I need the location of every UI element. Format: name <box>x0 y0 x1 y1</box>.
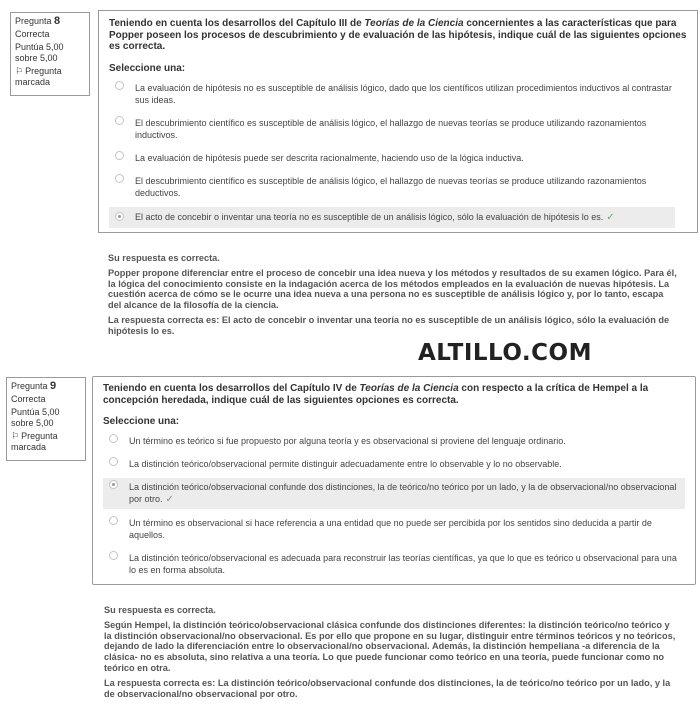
select-label: Seleccione una: <box>103 416 180 427</box>
answer-option[interactable]: Un término es observacional si hace referencia a una entidad que no puede ser percibida por los sentidos sino deducida a partir de aquellos. <box>103 514 685 544</box>
answer-option[interactable]: El descubrimiento científico es susceptible de análisis lógico, el hallazgo de nuevas teorías se produce utilizando razonamientos inductivos. <box>109 114 687 144</box>
question-box-9 <box>92 376 696 585</box>
radio-button-checked[interactable] <box>115 212 124 221</box>
radio-button[interactable] <box>115 151 124 160</box>
radio-button[interactable] <box>115 174 124 183</box>
answer-option[interactable]: La evaluación de hipótesis puede ser descrita racionalmente, haciendo uso de la lógica inductiva. <box>109 149 687 167</box>
radio-button[interactable] <box>109 434 118 443</box>
question-box-8 <box>98 10 698 233</box>
flag-question-button[interactable] <box>11 431 81 453</box>
feedback-title: Su respuesta es correcta. <box>104 605 216 615</box>
answer-option[interactable]: Un término es teórico si fue propuesto por alguna teoría y es observacional si proviene del lenguaje ordinario. <box>103 432 685 450</box>
flag-icon: ⚐ <box>11 431 20 441</box>
question-status: Correcta <box>11 394 46 404</box>
correct-check-icon: ✓ <box>165 494 174 505</box>
question-text: Teniendo en cuenta los desarrollos del Capítulo III de Teorías de la Ciencia concernientes a las características que para Popper poseen los procesos de descubrimiento y de evaluación de las hipótesis, indique cuál de las siguientes opciones es correcta. <box>109 18 687 52</box>
question-number: 8 <box>54 15 61 27</box>
correct-check-icon: ✓ <box>606 211 615 223</box>
feedback-title: Su respuesta es correcta. <box>108 253 220 263</box>
answer-option[interactable]: La distinción teórico/observacional es adecuada para reconstruir las teorías científicas, ya que lo que es teórico u observacional para una lo es en forma absoluta. <box>103 549 685 579</box>
radio-button-checked[interactable] <box>109 480 118 489</box>
feedback-8 <box>108 253 678 341</box>
question-label: Pregunta <box>15 16 52 26</box>
correct-answer: La respuesta correcta es: El acto de concebir o inventar una teoría no es susceptible de un análisis lógico, sólo la evaluación de hipótesis lo es. <box>108 314 670 336</box>
radio-button[interactable] <box>109 457 118 466</box>
radio-button[interactable] <box>115 81 124 90</box>
flag-icon: ⚐ <box>15 66 24 76</box>
question-label: Pregunta <box>11 381 48 391</box>
feedback-body: Popper propone diferenciar entre el proceso de concebir una idea nueva y los métodos y resultados de su examen lógico. Para él, la lógica del conocimiento consiste en la indagación acerca de los métodos empleados en la evaluación de nuevas hipótesis. La cuestión acerca de cómo se le ocurre una idea nueva a una persona no es susceptible de análisis lógico y, por lo tanto, escapa del alcance de la filosofía de la ciencia. <box>108 267 677 311</box>
answer-option[interactable]: La distinción teórico/observacional permite distinguir adecuadamente entre lo observable y lo no observable. <box>103 455 685 473</box>
radio-button[interactable] <box>115 116 124 125</box>
question-number: 9 <box>50 380 57 392</box>
answer-option-selected[interactable]: La distinción teórico/observacional confunde dos distinciones, la de teórico/no teórico por un lado, y la de observacional/no observacional por otro. ✓ <box>103 478 685 509</box>
flag-question-button[interactable] <box>15 66 85 88</box>
radio-button[interactable] <box>109 551 118 560</box>
feedback-9 <box>104 605 676 703</box>
question-score: Puntúa 5,00 sobre 5,00 <box>15 42 64 63</box>
feedback-body: Según Hempel, la distinción teórico/observacional clásica confunde dos distinciones diferentes: la distinción teórico/no teórico y la distinción observacional/no observacional. Es por ello que propone en su lugar, distinguir entre términos teóricos y no teóricos, dejando de lado la diferenciación entre lo observacional/no observacional. Además, la distinción hempeliana -a diferencia de la clásica- no es absoluta, sino relativa a una teoría. Lo que puede funcionar como teórico en una teoría, puede funcionar como no teórico en otra. <box>104 619 676 673</box>
question-info-9 <box>6 377 86 461</box>
radio-button[interactable] <box>109 516 118 525</box>
answer-option-selected[interactable]: El acto de concebir o inventar una teoría no es susceptible de un análisis lógico, sólo la evaluación de hipótesis lo es. ✓ <box>109 207 675 228</box>
question-status: Correcta <box>15 29 50 39</box>
answer-option[interactable]: La evaluación de hipótesis no es susceptible de análisis lógico, dado que los científicos utilizan procedimientos inductivos al contrastar sus ideas. <box>109 79 687 109</box>
answer-option[interactable]: El descubrimiento científico es susceptible de análisis lógico, el hallazgo de nuevas teorías se produce utilizando razonamientos deductivos. <box>109 172 687 202</box>
correct-answer: La respuesta correcta es: La distinción teórico/observacional confunde dos distinciones, la de teórico/no teórico por un lado, y la de observacional/no observacional por otro. <box>104 677 671 699</box>
flag-label: Pregunta marcada <box>11 431 58 452</box>
flag-label: Pregunta marcada <box>15 66 62 87</box>
watermark-logo: ALTILLO.COM <box>418 340 592 366</box>
question-info-8 <box>10 12 90 96</box>
question-text: Teniendo en cuenta los desarrollos del Capítulo IV de Teorías de la Ciencia con respecto a la crítica de Hempel a la concepción heredada, indique cuál de las siguientes opciones es correcta. <box>103 383 649 406</box>
question-score: Puntúa 5,00 sobre 5,00 <box>11 407 60 428</box>
select-label: Seleccione una: <box>109 62 186 74</box>
